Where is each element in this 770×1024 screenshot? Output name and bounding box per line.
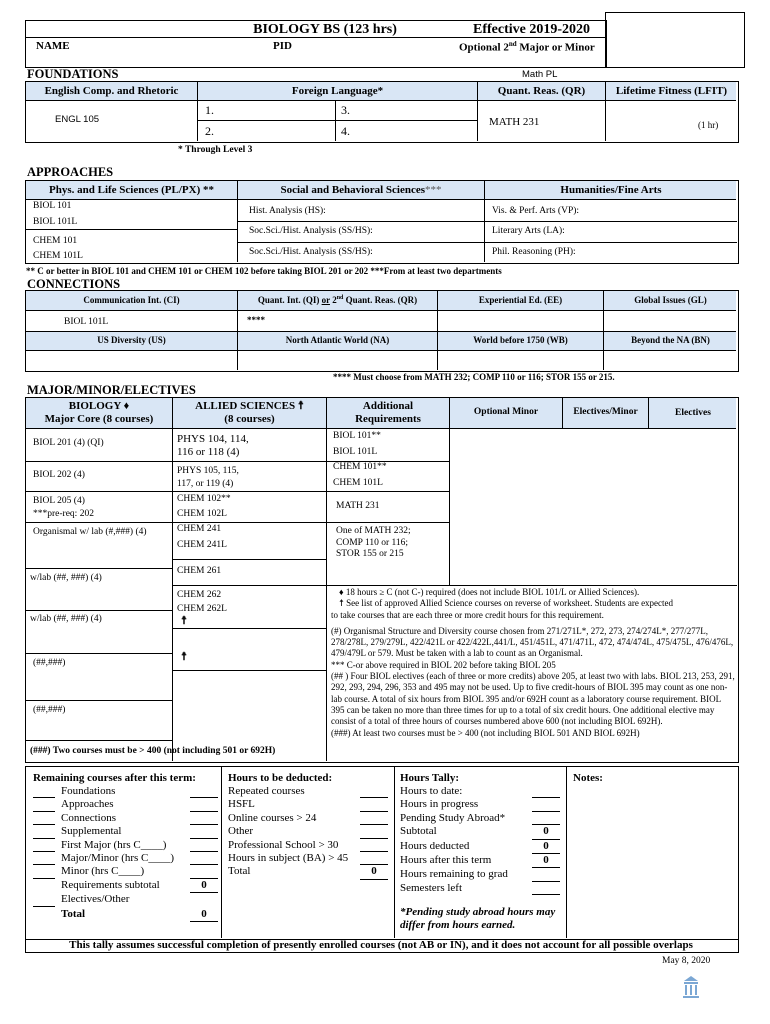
optional-minor-head: Optional Minor — [473, 407, 539, 417]
fl-slot-2[interactable]: 2. — [205, 124, 214, 138]
pid-label: PID — [273, 40, 292, 52]
comm-int-head: Communication Int. (CI) — [83, 295, 180, 305]
global-issues-head: Global Issues (GL) — [634, 295, 707, 305]
rem-total-value: 0 — [190, 908, 218, 922]
core-wlab-1: w/lab (##, ###) (4) — [30, 573, 102, 583]
pl-chem-101l: CHEM 101L — [33, 251, 83, 261]
socsci-hist-2[interactable]: Soc.Sci./Hist. Analysis (SS/HS): — [249, 247, 373, 257]
allied-dagger-1: ☨ — [181, 615, 187, 627]
phil-reasoning[interactable]: Phil. Reasoning (PH): — [492, 247, 576, 257]
electives-minor-head: Electives/Minor — [573, 407, 638, 417]
qi-stars: **** — [247, 315, 265, 325]
fl-slot-4[interactable]: 4. — [341, 124, 350, 138]
quant-int-head: Quant. Int. (QI) or 2nd Quant. Reas. (QR) — [257, 295, 418, 305]
pl-biol-101: BIOL 101 — [33, 201, 72, 211]
literary-arts[interactable]: Literary Arts (LA): — [492, 226, 565, 236]
allied-phys-105: PHYS 105, 115, 117, or 119 (4) — [177, 466, 239, 489]
major-title: MAJOR/MINOR/ELECTIVES — [27, 383, 196, 397]
core-biol-205: BIOL 205 (4) ***pre-req: 202 — [33, 496, 94, 519]
hours-subtotal: Subtotal — [400, 825, 437, 838]
hours-tally-head: Hours Tally: — [400, 772, 459, 784]
hours-in-progress: Hours in progress — [400, 798, 479, 811]
core-note: (###) Two courses must be > 400 (not including 501 or 692H) — [30, 746, 276, 756]
fl-slot-1[interactable]: 1. — [205, 103, 214, 117]
deduct-online: Online courses > 24 — [228, 811, 317, 824]
allied-dagger-2: ☨ — [181, 651, 187, 663]
rem-first-major: First Major (hrs C____) — [61, 838, 167, 851]
approaches-title: APPROACHES — [27, 165, 114, 179]
rem-major-minor: Major/Minor (hrs C____) — [61, 852, 175, 865]
rem-foundations: Foundations — [61, 785, 116, 797]
core-biol-202: BIOL 202 (4) — [33, 470, 85, 480]
rem-total: Total — [61, 907, 86, 920]
deduct-total-value: 0 — [360, 865, 388, 879]
university-logo-icon — [682, 975, 700, 999]
deduct-total: Total — [228, 865, 251, 878]
rem-approaches: Approaches — [61, 798, 114, 811]
foundations-title: FOUNDATIONS — [27, 67, 119, 81]
core-head: BIOLOGY ♦ Major Core (8 courses) — [44, 400, 154, 425]
hours-remaining: Hours remaining to grad — [400, 868, 508, 881]
ci-biol-101l: BIOL 101L — [64, 317, 109, 327]
deduct-repeated: Repeated courses — [228, 785, 305, 797]
addl-biol-101: BIOL 101** BIOL 101L — [333, 431, 381, 457]
math-pl-label: Math PL — [522, 69, 558, 80]
hist-analysis[interactable]: Hist. Analysis (HS): — [249, 206, 326, 216]
vis-perf-arts[interactable]: Vis. & Perf. Arts (VP): — [492, 206, 580, 216]
humanities-head: Humanities/Fine Arts — [560, 184, 662, 196]
plpx-head: Phys. and Life Sciences (PL/PX) ** — [49, 184, 214, 196]
optional-major-label: Optional 2nd Major or Minor — [459, 40, 595, 54]
allied-chem-102: CHEM 102** CHEM 102L — [177, 494, 231, 519]
exp-ed-head: Experiential Ed. (EE) — [478, 295, 563, 305]
socsci-hist-1[interactable]: Soc.Sci./Hist. Analysis (SS/HS): — [249, 226, 373, 236]
deduct-subject-hours: Hours in subject (BA) > 45 — [228, 852, 349, 865]
name-label: NAME — [36, 40, 70, 52]
deduct-other: Other — [228, 825, 254, 838]
deduct-professional: Professional School > 30 — [228, 838, 339, 851]
fl-slot-3[interactable]: 3. — [341, 103, 350, 117]
deduct-head: Hours to be deducted: — [228, 772, 333, 784]
footnotes: ♦ 18 hours ≥ C (not C-) required (does not include BIOL 101/L or Allied Sciences). ☨ See list of approved Allied Science courses on reverse of worksheet. Students are expected to take courses that are each three or more credit hours for this requirement. (#) Organismal Structure and Diversity course chosen from 271/271L*, 272, 273, 274/274L*, 277/277L, 278/278L, 279/279L, 422/421L or 422/422L,441/L, 451/451L, 471/471L, 472, 474/474L, 475/475L, 476/476L, 479/479L or 579. Must be taken with a lab to count as an Organismal. *** C-or above required in BIOL 202 before taking BIOL 205 (## ) Four BIOL electives (each of three or more credits) above 205, at least two with labs. BIOL 213, 253, 291, 292, 293, 294, 296, 353 and 495 may not be used. Up to five credit-hours of BIOL 395 may count as one non-lab course. A total of six hours from BIOL 395 and/or 692H count as a laboratory course requirement. BIOL 395 can be taken no more than three times for up to a total of six credit hours. One additional elective may consist of a total of three hours of courses numbered above 600 (not including BIOL 692H). (###) At least two courses must be > 400 (not including BIOL 501 AND BIOL 692H) — [331, 587, 735, 738]
rem-connections: Connections — [61, 811, 116, 824]
rem-supplemental: Supplemental — [61, 825, 122, 838]
north-atlantic-head: North Atlantic World (NA) — [285, 335, 390, 345]
approaches-note: ** C or better in BIOL 101 and CHEM 101 or CHEM 102 before taking BIOL 201 or 202 ***From at least two departments — [26, 266, 502, 276]
allied-chem-262: CHEM 262 CHEM 262L — [177, 590, 227, 614]
hours-tally-list — [400, 785, 560, 895]
lfit-hours: (1 hr) — [698, 120, 719, 130]
bottom-note: This tally assumes successful completion of presently enrolled courses (not AB or IN), and it does not account for all possible overlaps — [69, 939, 693, 951]
hours-after-term-value: 0 — [532, 854, 560, 868]
connections-note: **** Must choose from MATH 232; COMP 110 or 116; STOR 155 or 215. — [333, 372, 615, 382]
deduct-list — [228, 785, 388, 880]
core-elective-1: (##,###) — [33, 658, 66, 668]
pl-biol-101l: BIOL 101L — [33, 217, 78, 227]
remaining-list — [33, 785, 218, 922]
core-wlab-2: w/lab (##, ###) (4) — [30, 614, 102, 624]
deduct-hsfl: HSFL — [228, 798, 255, 811]
us-diversity-head: US Diversity (US) — [97, 335, 166, 345]
hours-subtotal-value: 0 — [532, 825, 560, 839]
foreign-lang-head: Foreign Language* — [291, 85, 384, 97]
addl-chem-101: CHEM 101** CHEM 101L — [333, 462, 387, 488]
pending-note: *Pending study abroad hours may differ from hours earned. — [400, 906, 556, 931]
core-elective-2: (##,###) — [33, 705, 66, 715]
rem-electives-other: Electives/Other — [61, 893, 130, 906]
engl-105: ENGL 105 — [55, 114, 100, 125]
lfit-head: Lifetime Fitness (LFIT) — [615, 85, 728, 97]
page-title: BIOLOGY BS (123 hrs) — [253, 22, 397, 37]
notes-head: Notes: — [573, 772, 603, 784]
core-biol-201: BIOL 201 (4) (QI) — [33, 438, 104, 448]
hours-deducted: Hours deducted — [400, 839, 470, 852]
hours-deducted-value: 0 — [532, 840, 560, 854]
connections-title: CONNECTIONS — [27, 277, 121, 291]
hours-after-term: Hours after this term — [400, 854, 492, 867]
math-231: MATH 231 — [489, 116, 540, 128]
quant-reas-head: Quant. Reas. (QR) — [497, 85, 586, 97]
hours-to-date: Hours to date: — [400, 785, 463, 797]
english-head: English Comp. and Rhetoric — [44, 85, 179, 97]
optional-major-box — [605, 12, 745, 68]
social-head: Social and Behavioral Sciences*** — [280, 184, 442, 196]
semesters-left: Semesters left — [400, 881, 463, 894]
rem-minor: Minor (hrs C____) — [61, 865, 145, 878]
effective-year: Effective 2019-2020 — [473, 22, 591, 37]
through-level-note: * Through Level 3 — [178, 145, 253, 155]
pending-study-abroad: Pending Study Abroad* — [400, 811, 506, 824]
world-1750-head: World before 1750 (WB) — [473, 335, 568, 345]
allied-head: ALLIED SCIENCES ☨ (8 courses) — [195, 400, 304, 425]
electives-head: Electives — [675, 408, 711, 418]
pl-chem-101: CHEM 101 — [33, 236, 78, 246]
remaining-head: Remaining courses after this term: — [33, 772, 196, 784]
beyond-na-head: Beyond the NA (BN) — [631, 335, 710, 345]
req-subtotal: Requirements subtotal — [61, 878, 160, 891]
allied-phys-104: PHYS 104, 114, 116 or 118 (4) — [177, 433, 249, 458]
allied-chem-261: CHEM 261 — [177, 566, 222, 576]
revision-date: May 8, 2020 — [662, 956, 711, 966]
addl-math-choice: One of MATH 232; COMP 110 or 116; STOR 155 or 215 — [336, 526, 411, 559]
allied-chem-241: CHEM 241 CHEM 241L — [177, 524, 227, 550]
core-organismal: Organismal w/ lab (#,###) (4) — [33, 527, 147, 537]
addl-req-head: Additional Requirements — [355, 400, 421, 425]
req-subtotal-value: 0 — [190, 879, 218, 893]
addl-math-231: MATH 231 — [336, 501, 380, 511]
